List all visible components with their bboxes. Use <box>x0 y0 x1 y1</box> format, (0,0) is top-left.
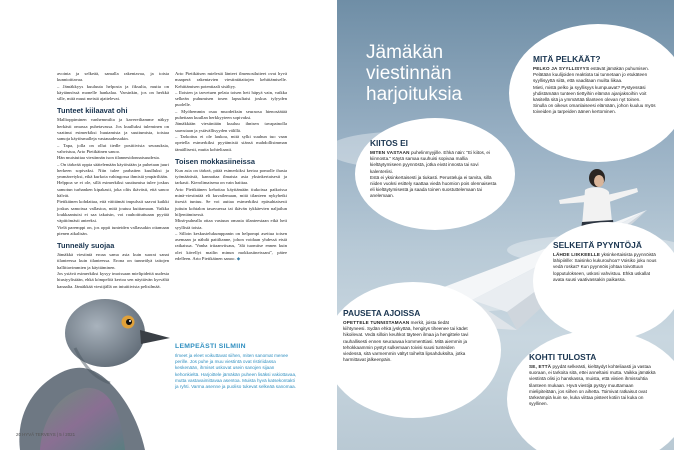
heading-mita-pelkaat: MITÄ PELKÄÄT? <box>533 54 601 64</box>
folio-left: 20 HYVÄ TERVEYS | 5 / 2021 <box>16 432 76 437</box>
col2-p9-text: – Silloin keskustelukumppanin on helpompi asettua toisen asemaan ja nähdä pattiltanne, johon voidaan yhdessä etsiä ratkaisua. 'Vanha irtiaanviisaus, ''älä tuomitse ennen kuin olet kävellyt mailin minun mokkasiineissani'', pätee edelleen. Arto Pietikäinen sanoo. <box>175 230 287 262</box>
text-kiitos-ei-1 <box>370 150 498 175</box>
subheading-mokkasiinit: Toisen mokkasiineissa <box>175 156 255 166</box>
col2-p4: Jämäkkään viestintään kuuluu ihnisen tavapainolla saavutaan ja ystävällisyyden välillä. <box>175 121 287 133</box>
sidebar-box <box>175 343 298 390</box>
text-mita-pelkaat-3: Sinulla on oikeus omanlaiseesi elämään, johon kuuluu myös toiveiden ja tarpeiden äänen kertominen. <box>533 103 656 115</box>
col2-p6: Kun asia on tärkeä, pitää esimerkiksi kertoa pomolle ihasta työmäärästä, kannattaa ilmaista asia yksinkertaisesti ja tarkasti. Kierolimaisena on vain haittaa. <box>175 167 287 186</box>
text-mita-pelkaat-2: Mieti, mistä pelko ja syyllisyys kumpuavat? Pystyessäsi yhdistämään tunteen tiettyihin elämän ajanjaksoihin voit käsitellä sitä ja ymmärtää tilanteen olevan nyt toinen. <box>533 84 647 103</box>
article-column-2 <box>175 71 287 262</box>
page-title: Jämäkän viestinnän harjoituksia <box>366 42 463 105</box>
col1-p3: Mallioppiminen vanhemmilta ja kavereiltamme näkyy herkästi omassa puhetavassa. Jos kuulluksi tuleminen on vaatinut esimerkiksi huutamista ja suuttumista, toistaa samoja käytösmalleja vastauudessakin. <box>57 117 169 142</box>
col1-p10: Jämäkkä viestintä eroaa sama asia kuin suorat sanat tilanteessa kuin tilanteessa. Erona on tunneälyä taitojen hallittavimmien ja käyttäminen. <box>57 252 169 270</box>
lead-kohti-tulosta: SE, ETTÄ <box>529 364 552 369</box>
col1-p1: avointa ja selkeää, samalla rakentavaa, ja toista kunnioittavaa. <box>57 71 169 83</box>
subheading-tunneaely: Tunneäly suojaa <box>57 241 115 251</box>
article-column-1 <box>57 71 169 290</box>
heading-selkeita: SELKEITÄ PYYNTÖJÄ <box>553 240 642 250</box>
pigeon-image <box>0 288 175 450</box>
box-kohti-tulosta <box>529 352 659 407</box>
col1-p6: – On tärkeää oppia säätelemään käytöstään ja puhetaan juuri herkeen sopivaksi. Niin tulee parhaiten kuulluksi ja ymmärretyksi, eikä kurkota vahingossa ihmisiä ympäriltään. <box>57 161 169 180</box>
col2-p9 <box>175 231 287 262</box>
col2-p3: – Myöhemmin osaa muodeiksin seuraosa hienosäätää puhettaan kuullan herkkyyteen sopivaksi. <box>175 108 287 121</box>
text-kiitos-ei-2: Estä ei yksinkertaisesti ja tiukasti. Perusteluja ei tarvita, sillä niiden vuoksi esittely saattaa viedä huomion pois olennaisesta eli kieltäytymisestä ja saada toinen suostuttelemaan tai anelemaan. <box>370 174 497 199</box>
text-selkeita <box>553 252 661 283</box>
col1-p9: Vielä paremppi on, jos oppii tunteiden vallassakin ottamaan pienen aikalisän. <box>57 224 169 236</box>
sidebar-text: Ilmeet ja eleet voikuttavat siihen, miten sanomat menee perille. Jos puhe ja muu viestintä ovat ristiriidassa keskenään, ihmiset uskovat usein sanojen sijaan kehonkieltä. Harjoittele jämäkän puheen lisäksi vakiottavaa, mutta vastavaimittavaa asentoa. Muista hyvä katsekontakti ja ryhti. Varma asenne ja puoliso tukevat selkeää sanomaa. <box>175 353 297 390</box>
text-kohti-tulosta-body: pyydät selkeästi, kieltäydyt kohteliaasti ja vastaa suoraan, ei tarkoita sitä, ettei anneltaisi mutta. Vaikka jämäkkä viestintä olisi jo hanskassa, muista, että viisien ihmissuhtia tilanteen mukaan. Hyvä viestijä pystyy muuttamaan mielipiteitään, jos siihen on aihetta. Toimivat ratkaisut ovat tärkeämpiä kuin se, kuka viittaa pisteet kotiin tai kuka on syyllinen. <box>529 364 656 407</box>
subheading-tunteet: Tunteet kiilaavat ohi <box>57 106 128 116</box>
sidebar-title: LEMPEÄSTI SILMIIN <box>175 343 246 350</box>
heading-kohti-tulosta: KOHTI TULOSTA <box>529 352 597 362</box>
lead-kiitos-ei: MITEN VASTAAN <box>370 150 410 155</box>
right-page <box>337 0 674 450</box>
text-selkeita-body: yksinkertaisista pyynnöistä lähipiirille: Saisinko kukurouhoa? Voisiko joku nous vedä roskat? Kun pyynnöis johtaa toivottuun lopputulokseen, uskosi vahvistuu. Ehkä uskallat avata suusi vaativassakin paikassa. <box>553 252 657 282</box>
box-mita-pelkaat <box>533 54 661 116</box>
text-mita-pelkaat-1 <box>533 66 661 85</box>
col1-p7: Helppoa se ei ole, sillä esimerkiksi suuttumisa tulee joskus samotun turhanken kipakasti, joka oliis ikävästi, että sanoo hälvät. <box>57 180 169 199</box>
text-kohti-tulosta <box>529 364 659 407</box>
end-mark-icon: ◆ <box>236 256 241 262</box>
col1-p4: – Tapa, jolla on ollut tiedle positiivisia seurauksia, vahvistuu, Arto Pietikäinen sanoo. <box>57 142 169 154</box>
box-kiitos-ei <box>370 138 498 200</box>
col2-p1: Arto Pietikäisen mielestä länteet ilmenostlutteet ovat hyvä maaperä rakentavien viestintätaitojen kehittämiselle. Kehittämisen potentiaali sisältyy. <box>175 71 287 89</box>
folio-right: 5 / 2021 | HYVÄ TERVEYS 21 <box>598 432 658 437</box>
lead-mita-pelkaat: PELKO JA SYYLLISYYS <box>533 66 590 71</box>
text-pauseta-body: merkit, joista tiedät kiihtyneesi. Sydän ehkä jyskyttää, hengitys tiheenee tai kädet hikoilevat. Vedä silloin keuhkot täyteen ilmaa ja hengittele tavi rauhallisesti ennen seuraavaa kommenttiasi. Mitä aiemmin ja tehokkaammin pystyt sulkemaan toivisi suusi tunteiden viedessä, sitä varmemmin vältyt toiheltä lipsahduksilta, jotka harmittavat jälkeenpäin. <box>343 320 469 363</box>
col1-p11: Jos ystävä esimerkiksi kysyy imoissaan mielipidettä uudesta hiustyylistään, ehkä kömpelöä kertoa sen näyttävän kyrvältä kanaalta. Jämäkkää viestijällä on intuitiivista pelisilmää. <box>57 271 169 289</box>
lead-selkeita: LÄHDE LIIKKEELLE <box>553 252 601 257</box>
box-pauseta <box>343 308 471 363</box>
box-selkeita <box>553 240 661 283</box>
col1-p5: Hän muistuttaa viestinnän ison tilannesidonnaisuudesta. <box>57 155 160 161</box>
col2-p5: – Tarkoitus ei ole laukoa, mitä sylki suuhun tuo vaan opetella esimerkiksi pyytämistä siänsä mahdollisimman tämällisesti, mutta kohteliaasti. <box>175 133 287 152</box>
text-mita-pelkaat-1-body: estävät jämäkän puhumisen. Pelätään kuulijoiden reaktiota tai tunnetaan jo etukäteen syyllisyyttä siitä, että vaaditaan muilta liikaa. <box>533 66 649 84</box>
col1-p2: – Jämäkkyys kuuluuta helposta ja fiksulta, mutta on käytännössä monelle hankalaa. Varsinkin, jos on herkkä sille, mitä muut meistä ajattelevat. <box>57 83 169 102</box>
col2-p2: – Iloisten ja tarvetuen pelata toisen heti häpyä vain, vaikka selkeän puhumisen tosen lapsultaisi joskus tylyyden puolelle. <box>175 89 287 108</box>
col2-p7: Arto Pietikäinen kehottaa käyttämään tiukoissa paikoissa minä-viestintää eli kuvailemaan, mitä tilanteen nykyhetki itsestä tuntuu. Se voi auttaa esimerkiksi epäsuhtaisesti juttuin kohtalon tasavuessa tai ikävän tykkäevien naljailun hiljentämisessä. <box>175 186 287 217</box>
lead-pauseta: OPETTELE TUNNISTAMAAN <box>343 320 410 325</box>
text-pauseta <box>343 320 471 363</box>
col2-p8: Minä-puhealla ottaa vastuun omasta tilanteestaan eikä heti syyllistä toista. <box>175 218 287 230</box>
text-kiitos-ei-1-body: puhelinmyyjille. Ehkä näin: "Ei kiitos, ei kiinnosta." Käytä samaa suuhuisi sopivaa mallia kieltäytymiseen pyynnöstä, jotka eivät innosta tai sovi kalenteriisi. <box>370 150 490 174</box>
col1-p8: Pietikäinen kohdattaa, että väittämät impulssit saavat kaikki joskus samoissa vallastoa, mitä joutuu kuittamaan. Vaikka loukkaantuisi ei saa takaisin, voi rauhoittuttuaan pyytää väpittömästi anteeksi. <box>57 199 169 224</box>
heading-pauseta: PAUSETA AJOISSA <box>343 308 421 318</box>
heading-kiitos-ei: KIITOS EI <box>370 138 409 148</box>
